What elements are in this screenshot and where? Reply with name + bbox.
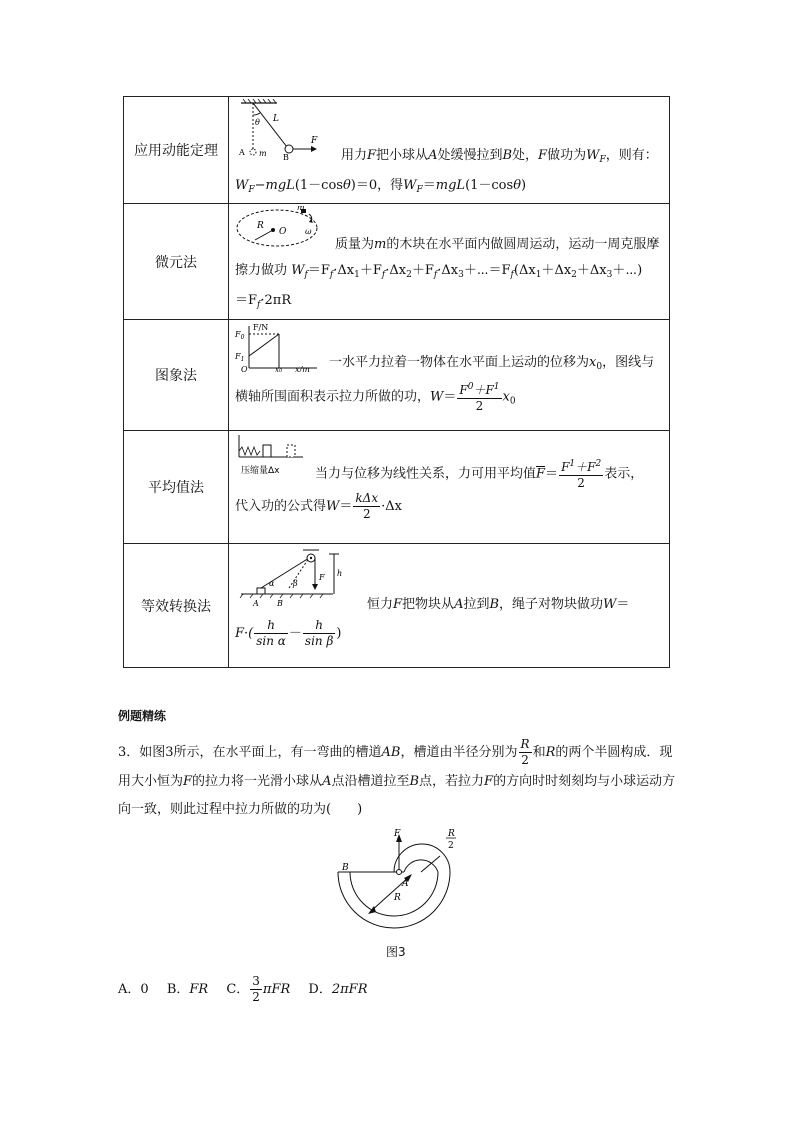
y-axis-label: F/N bbox=[253, 323, 269, 332]
option-b[interactable]: B．FR bbox=[166, 982, 209, 997]
fig3-point-b-label: B bbox=[342, 863, 349, 873]
beta-label: β bbox=[293, 579, 298, 588]
method-name: 微元法 bbox=[124, 204, 229, 320]
f0-label: $F_0$ bbox=[235, 330, 245, 341]
fig3-point-a-label: A bbox=[402, 879, 409, 889]
force-label: F bbox=[311, 136, 318, 146]
compression-label: 压缩量Δx bbox=[241, 466, 280, 476]
force-label: F bbox=[319, 573, 325, 582]
fig3-radius-label: R bbox=[394, 893, 401, 903]
method-name: 等效转换法 bbox=[124, 544, 229, 668]
center-label: O bbox=[279, 227, 287, 237]
fig3-half-radius-den: 2 bbox=[448, 841, 454, 851]
method-name: 图象法 bbox=[124, 320, 229, 431]
theta-label: θ bbox=[255, 118, 260, 127]
alpha-label: α bbox=[269, 579, 275, 588]
question-3: 3．如图3所示，在水平面上，有一弯曲的槽道AB，槽道由半径分别为 $\frac{R}{2}$ 和R的两个半圆构成．现用大小恒为F的拉力将一光滑小球从A点沿槽道拉至B点，若拉力F的方向时时刻刻均与小球运动方向一致，则此过程中拉力所做的功为( ) bbox=[118, 737, 676, 817]
method-row-micro-element: 微元法 R O m ω 质量为m的木块在水平面内做圆周运动，运动一周克服摩擦力做功 $W_f=F_f\cdot\Delta x_1+F_f\cdot\Delta x_2+F_f\cdot\Delta x_3+\cdots=F_f(\Delta x_1+\Delta x_2+\Delta x_3+\cdots)$ $=F_f\cdot 2\pi R$ bbox=[124, 204, 670, 320]
method-row-average: 平均值法 压缩量Δx 当力与位移为线性关系，力可用平均值$\overline{F}=$ $\frac{F^1+F^2}{2}$ 表示， 代入功的公式得W＝ $\frac{\text{kΔx}}{2}$ ·Δx bbox=[124, 431, 670, 544]
spring-compression-diagram bbox=[233, 433, 305, 477]
omega-label: ω bbox=[305, 227, 312, 236]
fig3-force-label: F bbox=[394, 829, 401, 839]
methods-table bbox=[123, 96, 670, 668]
radius-label: R bbox=[257, 221, 264, 231]
pulley-diagram bbox=[233, 546, 357, 610]
option-a[interactable]: A．0 bbox=[118, 982, 149, 997]
force-displacement-graph bbox=[233, 322, 319, 372]
mass-label: m bbox=[259, 149, 267, 158]
f1-label: $F_1$ bbox=[235, 352, 245, 363]
section-title: 例题精练 bbox=[118, 709, 167, 723]
height-label: h bbox=[337, 569, 343, 578]
method-name: 应用动能定理 bbox=[124, 97, 229, 204]
circular-motion-diagram bbox=[233, 206, 325, 248]
x0-label: x0 bbox=[275, 366, 283, 372]
option-d[interactable]: D．2πFR bbox=[308, 982, 368, 997]
origin-label: O bbox=[241, 365, 248, 372]
pendulum-diagram bbox=[233, 99, 331, 161]
figure-3-groove-diagram bbox=[328, 826, 464, 938]
option-c[interactable]: C． $\frac{3}{2}$ πFR bbox=[226, 974, 291, 1004]
method-row-graph: 图象法 F/N $F_0$ $F_1$ O x0 x/m 一水平力拉着一物体在水平面上运动的位移为$x_0$，图线与横轴所围面积表示拉力所做的功，W＝ $\frac{F^0+F^1}{2}$ $x_0$ bbox=[124, 320, 670, 431]
answer-options bbox=[118, 974, 381, 1005]
point-b-label: B bbox=[277, 599, 283, 608]
x-axis-label: x/m bbox=[295, 365, 310, 372]
fig3-half-radius-num: R bbox=[448, 829, 455, 839]
method-name: 平均值法 bbox=[124, 431, 229, 544]
figure-3-caption: 图3 bbox=[386, 945, 406, 959]
length-label: L bbox=[273, 114, 279, 124]
method-row-equivalent: 等效转换法 F h α β A B 恒力F把物块从A拉到B，绳子对物块做功W＝ F·( $\frac{h}{\text{sin α}}$ － $\frac{h}{\text{sin β}}$ ) bbox=[124, 544, 670, 668]
method-row-kinetic-energy: 应用动能定理 θ L F A m B 用力F把小球从A处缓慢拉到B处，F做功为$W_F$，则有：$W_F-mgL(1-\cos\theta)=0$，得$W_F=mgL(1-\cos\theta)$ bbox=[124, 97, 670, 204]
mass-label: m bbox=[297, 206, 305, 212]
point-a-label: A bbox=[253, 599, 259, 608]
point-b-label: B bbox=[283, 153, 289, 161]
point-a-label: A bbox=[239, 148, 245, 157]
